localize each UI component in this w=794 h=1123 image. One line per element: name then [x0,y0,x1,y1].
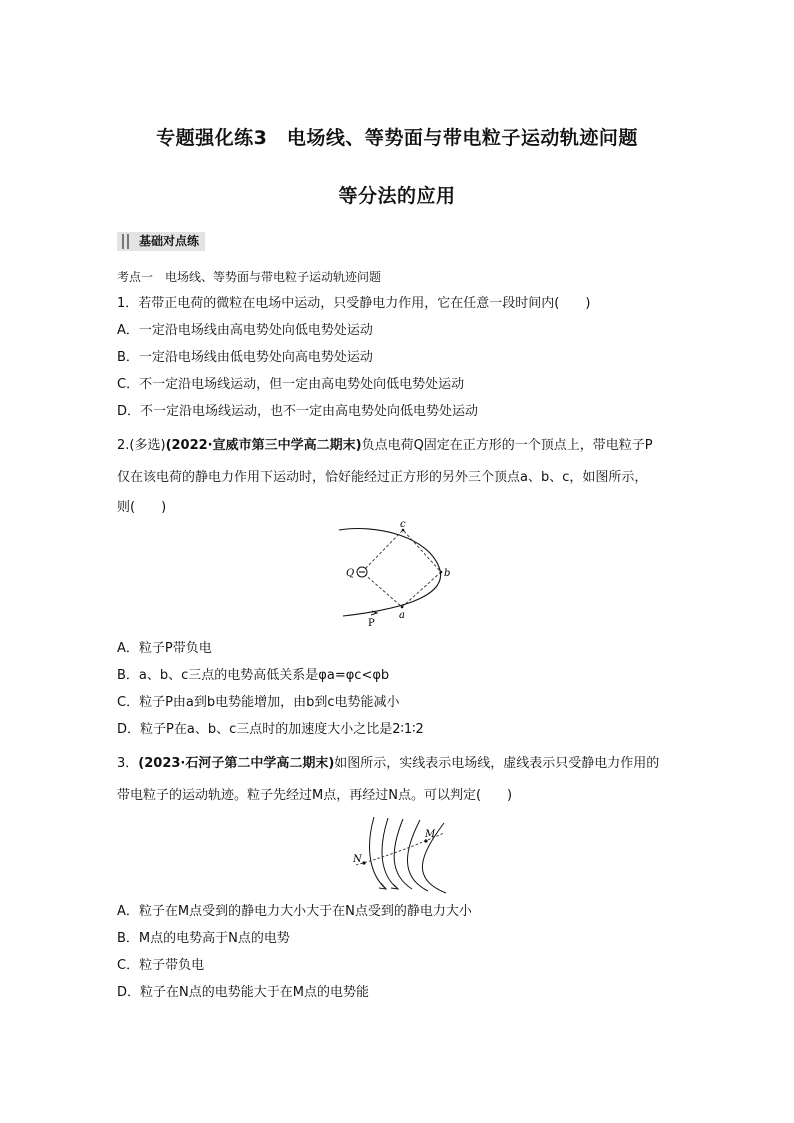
q3-label-m: M [425,829,436,840]
page-title: 专题强化练3 电场线、等势面与带电粒子运动轨迹问题 [156,127,638,149]
q3-point-n [362,861,365,864]
q3-prefix: 3． [117,756,139,771]
q2-option-a: A．粒子P带负电 [117,641,212,656]
q3-figure [348,815,448,897]
bars-icon [120,234,134,249]
q2-label-a: a [399,610,405,621]
q3-option-a: A．粒子在M点受到的静电力大小大于在N点受到的静电力大小 [117,904,472,919]
q3-label-n: N [353,854,362,865]
section-badge-label: 基础对点练 [139,234,200,248]
q3-source: (2023·石河子第二中学高二期末) [138,756,335,771]
q3-option-d: D．粒子在N点的电势能大于在M点的电势能 [117,985,369,1000]
q1-option-d: D．不一定沿电场线运动，也不一定由高电势处向低电势处运动 [117,404,479,419]
q2-dashed-square [362,530,441,607]
q3-option-b: B．M点的电势高于N点的电势 [117,931,290,946]
q2-label-c: c [400,519,406,530]
q2-trajectory [339,529,441,616]
q2-line1 [117,437,653,455]
q1-option-b: B．一定沿电场线由低电势处向高电势处运动 [117,350,373,365]
q3-option-c: C．粒子带负电 [117,958,205,973]
q2-source: (2022·宣威市第三中学高二期末) [165,438,362,453]
q2-option-c: C．粒子P由a到b电势能增加，由b到c电势能减小 [117,695,400,710]
q2-line1-rest: 负点电荷Q固定在正方形的一个顶点上，带电粒子P [361,438,653,453]
topic-heading: 考点一 电场线、等势面与带电粒子运动轨迹问题 [117,270,382,284]
section-badge [117,232,205,251]
q1-option-a: A．一定沿电场线由高电势处向低电势处运动 [117,323,373,338]
q2-figure [335,518,465,630]
page-subtitle: 等分法的应用 [338,185,456,207]
q2-label-p: P [368,618,375,629]
q3-line1 [117,755,659,773]
q2-prefix: 2.(多选) [117,438,166,453]
q2-option-d: D．粒子P在a、b、c三点时的加速度大小之比是2∶1∶2 [117,722,424,737]
q2-line2: 仅在该电荷的静电力作用下运动时，恰好能经过正方形的另外三个顶点a、b、c，如图所示， [117,470,648,485]
q3-line1-rest: 如图所示，实线表示电场线，虚线表示只受静电力作用的 [334,756,660,771]
q2-option-b: B．a、b、c三点的电势高低关系是φa=φc<φb [117,668,390,683]
q3-field-line-2 [382,818,398,889]
q2-label-q: Q [346,568,355,579]
q2-label-b: b [444,568,451,579]
q3-field-line-3 [394,819,412,889]
q1-stem: 1．若带正电荷的微粒在电场中运动，只受静电力作用，它在任意一段时间内( ) [117,296,591,311]
q3-line2: 带电粒子的运动轨迹。粒子先经过M点，再经过N点。可以判定( ) [117,788,513,803]
q3-field-line-1 [370,817,386,889]
q2-line3: 则( ) [117,500,167,515]
q1-option-c: C．不一定沿电场线运动，但一定由高电势处向低电势处运动 [117,377,465,392]
